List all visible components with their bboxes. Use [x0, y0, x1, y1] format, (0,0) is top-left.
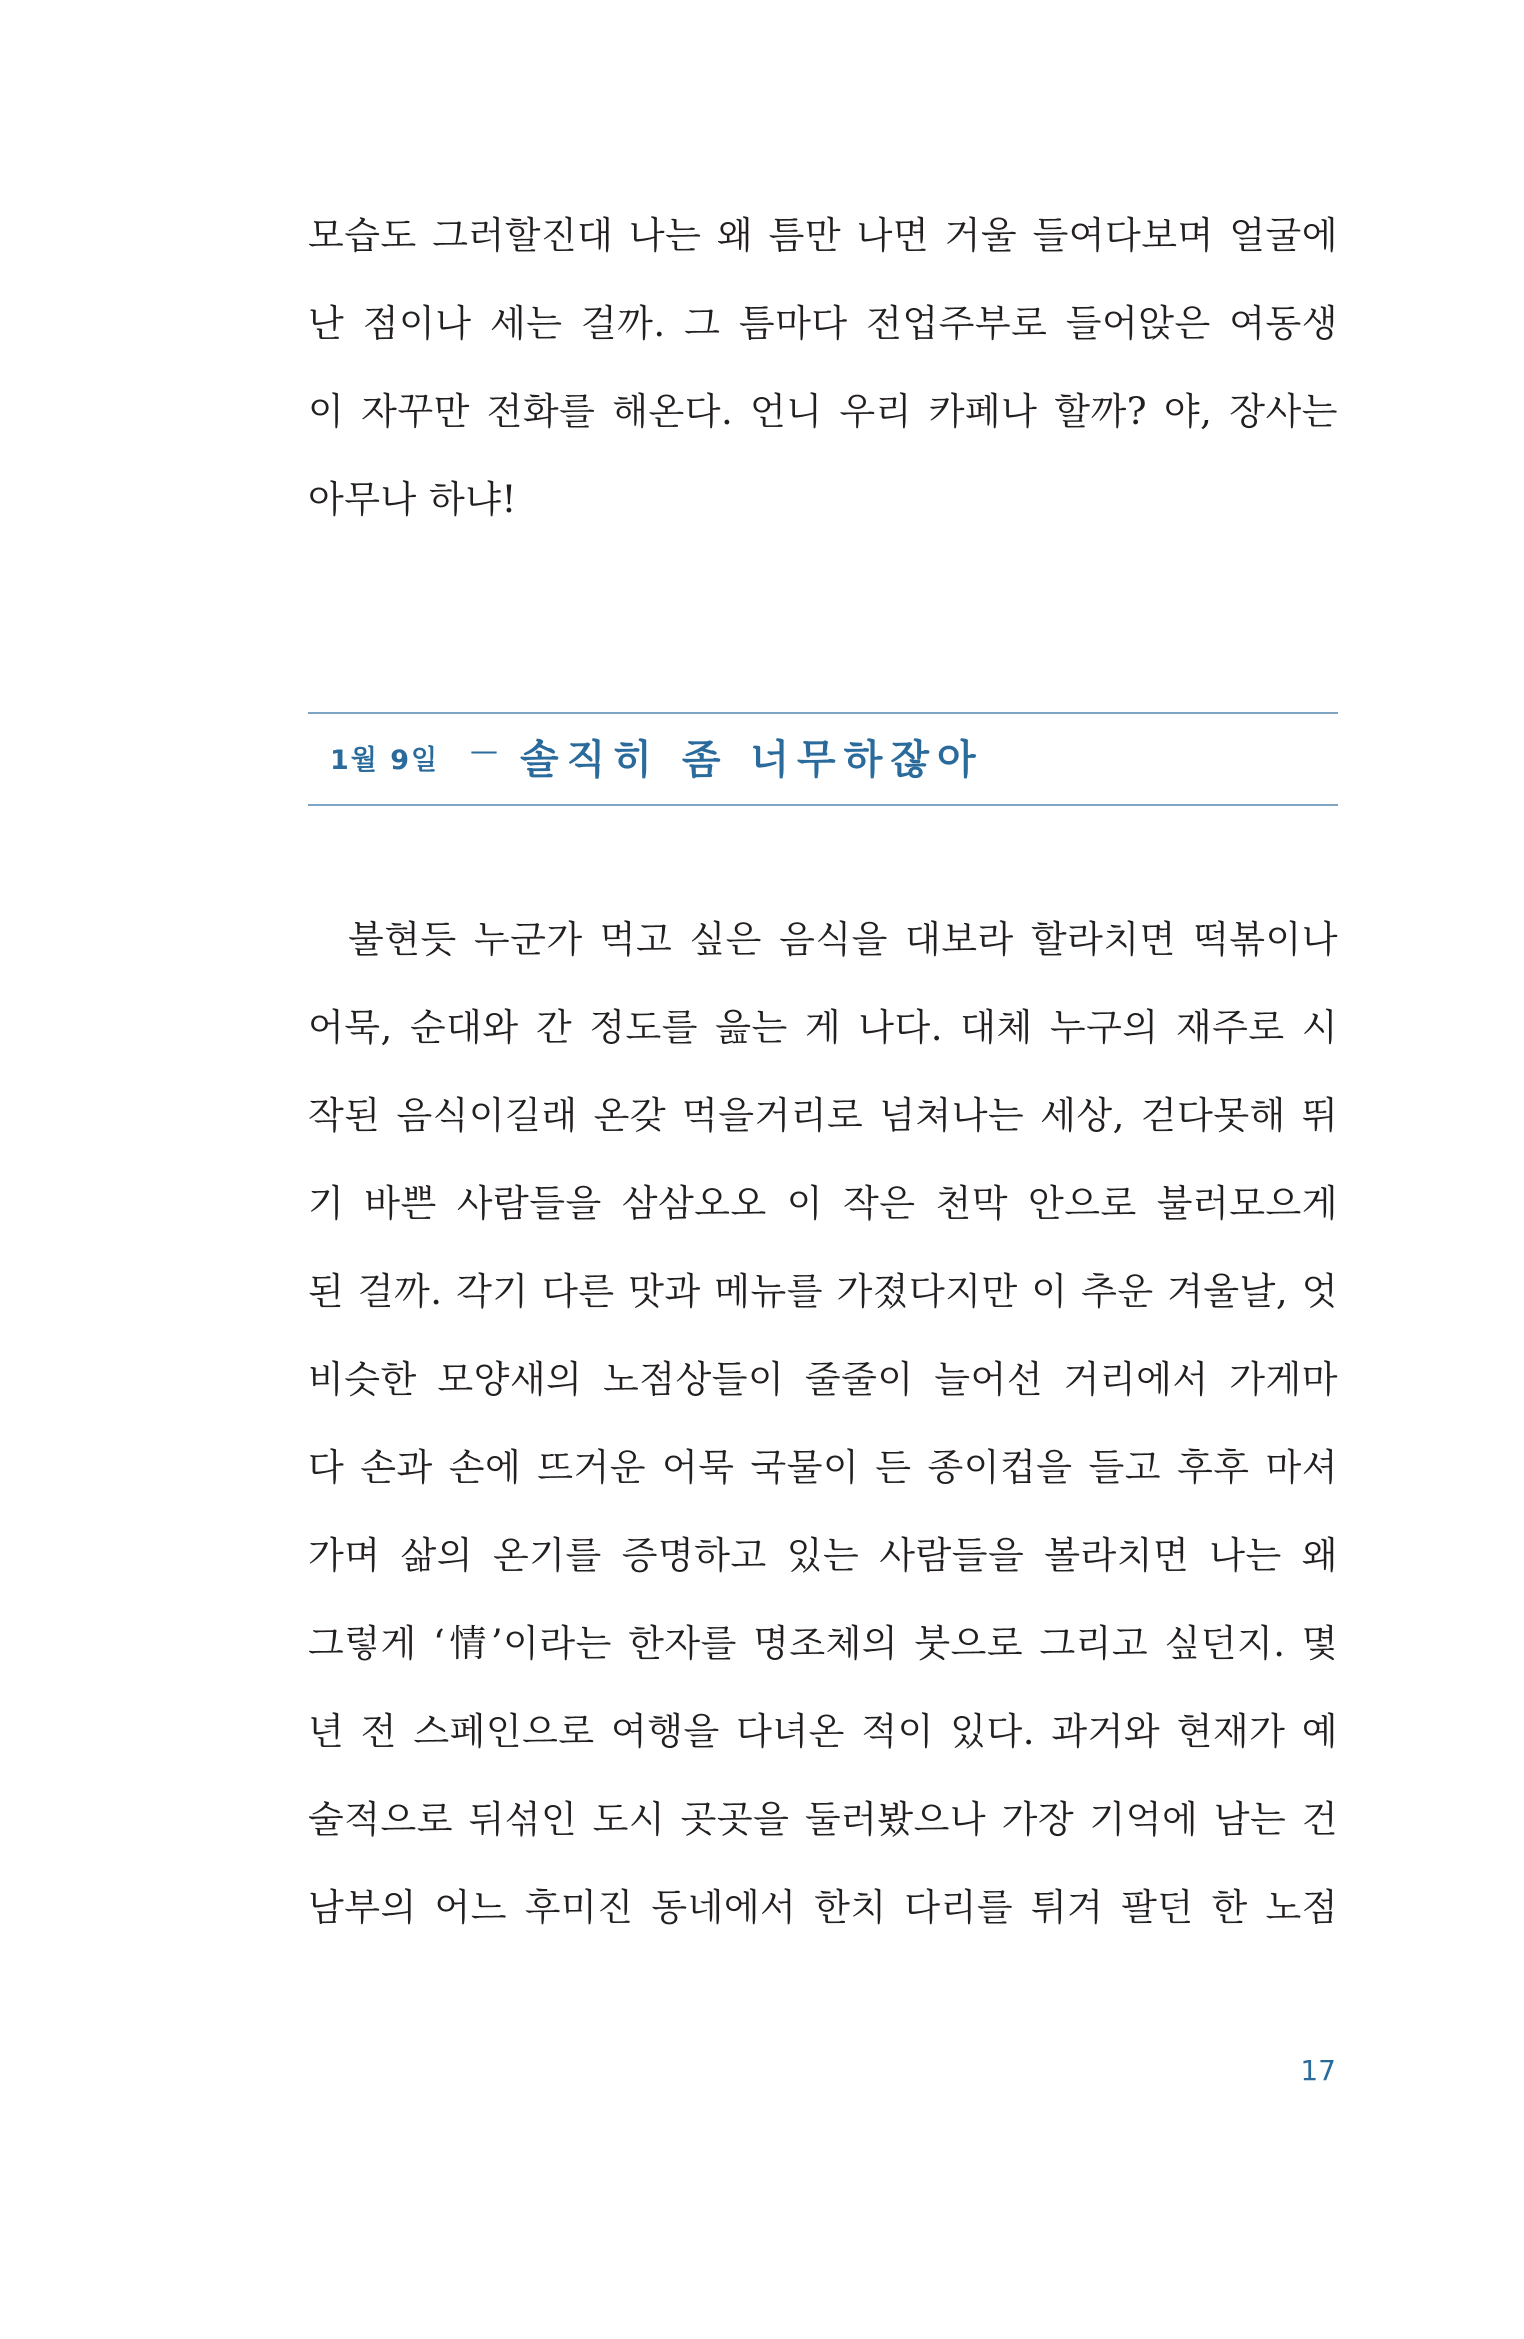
- text-line: 어묵, 순대와 간 정도를 읊는 게 나다. 대체 누구의 재주로 시: [308, 1006, 1338, 1049]
- top-paragraph: [308, 192, 1338, 544]
- text-line: 불현듯 누군가 먹고 싶은 음식을 대보라 할라치면 떡볶이나: [348, 918, 1338, 961]
- text-line: 남부의 어느 후미진 동네에서 한치 다리를 튀겨 팔던 한 노점: [308, 1886, 1338, 1929]
- text-line: 년 전 스페인으로 여행을 다녀온 적이 있다. 과거와 현재가 예: [308, 1710, 1338, 1753]
- text-line: 다 손과 손에 뜨거운 어묵 국물이 든 종이컵을 들고 후후 마셔: [308, 1446, 1338, 1489]
- text-line: 가며 삶의 온기를 증명하고 있는 사람들을 볼라치면 나는 왜: [308, 1534, 1338, 1577]
- text-line: 기 바쁜 사람들을 삼삼오오 이 작은 천막 안으로 불러모으게: [308, 1182, 1338, 1225]
- heading-dash: —: [470, 734, 498, 767]
- text-line: 작된 음식이길래 온갖 먹을거리로 넘쳐나는 세상, 걷다못해 뛰: [308, 1094, 1338, 1137]
- text-line: 이 자꾸만 전화를 해온다. 언니 우리 카페나 할까? 야, 장사는: [308, 390, 1338, 433]
- page-number: 17: [1300, 2054, 1336, 2087]
- text-line: 그렇게 ‘情’이라는 한자를 명조체의 붓으로 그리고 싶던지. 몇: [308, 1622, 1338, 1665]
- text-line: 비슷한 모양새의 노점상들이 줄줄이 늘어선 거리에서 가게마: [308, 1358, 1338, 1401]
- text-line: 술적으로 뒤섞인 도시 곳곳을 둘러봤으나 가장 기억에 남는 건: [308, 1798, 1338, 1841]
- heading-date: 1월 9일: [330, 745, 440, 776]
- text-line: 된 걸까. 각기 다른 맛과 메뉴를 가졌다지만 이 추운 겨울날, 엇: [308, 1270, 1338, 1313]
- text-line: 아무나 하냐!: [308, 478, 517, 521]
- text-line: 모습도 그러할진대 나는 왜 틈만 나면 거울 들여다보며 얼굴에: [308, 214, 1338, 257]
- section-heading: [308, 712, 1338, 806]
- body-paragraph: [308, 896, 1338, 1952]
- text-line: 난 점이나 세는 걸까. 그 틈마다 전업주부로 들어앉은 여동생: [308, 302, 1338, 345]
- heading-title: 솔직히 좀 너무하잖아: [520, 737, 984, 783]
